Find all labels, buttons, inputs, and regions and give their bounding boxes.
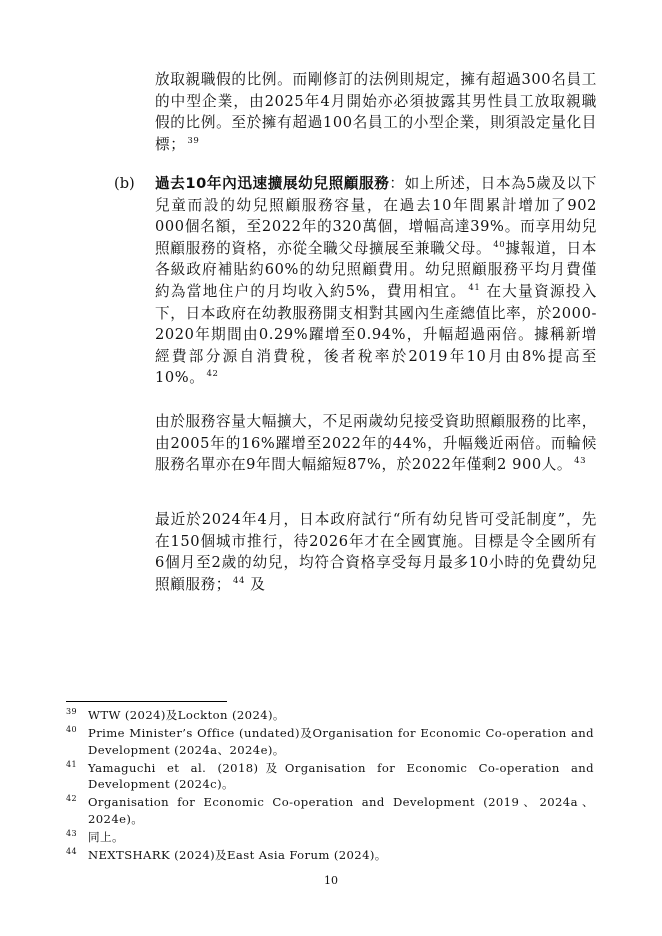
list-marker-b: (b) <box>114 175 135 192</box>
footnote-item <box>66 794 594 827</box>
footnote-number: 44 <box>66 847 77 857</box>
footnote-ref-43[interactable]: 43 <box>574 456 587 467</box>
footnote-text: NEXTSHARK (2024)及East Asia Forum (2024)。 <box>88 848 387 863</box>
paragraph-parental-leave <box>155 69 597 155</box>
footnote-ref-42[interactable]: 42 <box>206 369 219 380</box>
paragraph-text: 在大量資源投入下，日本政府在幼教服務開支相對其國內生產總值比率，於2000-2020年期間由0.29%躍增至0.94%，升幅超過兩倍。據稱新增經費部分源自消費稅，後者稅率於2019年10月由8%提高至10%。 <box>155 282 597 387</box>
footnote-number: 39 <box>66 707 77 716</box>
footnote-item <box>66 847 594 864</box>
paragraph-text: 放取親職假的比例。而剛修訂的法例則規定，擁有超過300名員工的中型企業，由2025年4月開始亦必須披露其男性員工放取親職假的比例。至於擁有超過100名員工的小型企業，則須設定量化目標； <box>155 71 597 153</box>
item-heading: 過去10年內迅速擴展幼兒照顧服務 <box>155 175 390 192</box>
footnote-number: 42 <box>66 794 77 804</box>
footnote-text: Yamaguchi et al. (2018)及Organisation for Economic Co-operation and Development (2024c)。 <box>88 760 594 792</box>
footnote-text: Organisation for Economic Co-operation and Development (2019、2024a、2024e)。 <box>88 795 594 827</box>
footnote-item <box>66 829 594 846</box>
footnote-number: 40 <box>66 725 77 735</box>
footnote-item <box>66 760 594 793</box>
paragraph-pilot-scheme <box>155 509 597 595</box>
footnote-item <box>66 725 594 758</box>
footnote-ref-44[interactable]: 44 <box>232 575 246 586</box>
footnote-divider <box>66 701 227 702</box>
paragraph-capacity-growth <box>155 411 597 476</box>
paragraph-text: ：如上所述，日本為5歲及以下兒童而設的幼兒照顧服務容量，在過去10年間累計增加了902 000個名額，至2022年的320萬個，增幅高達39%。而享用幼兒照顧服務的資格，亦從全職父母擴展至兼職父母。 <box>155 175 597 257</box>
paragraph-text: 由於服務容量大幅擴大，不足兩歲幼兒接受資助照顧服務的比率，由2005年的16%躍增至2022年的44%，升幅幾近兩倍。而輪候服務名單亦在9年間大幅縮短87%，於2022年僅剩2 900人。 <box>155 413 597 474</box>
paragraph-tail: 及 <box>245 575 266 593</box>
footnote-number: 41 <box>66 759 77 769</box>
page-number: 10 <box>324 874 338 887</box>
footnote-text: 同上。 <box>88 830 124 845</box>
footnotes <box>66 707 594 865</box>
paragraph-text: 據報道，日本各級政府補貼約60%的幼兒照顧費用。幼兒照顧服務平均月費僅約為當地住户的月均收入約5%，費用相宜。 <box>155 239 598 300</box>
paragraph-childcare-expansion <box>155 173 597 389</box>
footnote-number: 43 <box>66 829 77 839</box>
footnote-ref-40[interactable]: 40 <box>493 239 506 250</box>
paragraph-text: 最近於2024年4月，日本政府試行“所有幼兒皆可受託制度”，先在150個城市推行，待2026年才在全國實施。目標是令全國所有6個月至2歲的幼兒，均符合資格享受每月最多10小時的免費幼兒照顧服務； <box>155 511 597 593</box>
footnote-ref-39[interactable]: 39 <box>187 135 200 146</box>
footnote-ref-41[interactable]: 41 <box>468 282 481 293</box>
footnote-text: Prime Minister’s Office (undated)及Organisation for Economic Co-operation and Development (2024a、2024e)。 <box>88 726 594 757</box>
footnote-text: WTW (2024)及Lockton (2024)。 <box>88 708 285 722</box>
footnote-item <box>66 707 594 724</box>
